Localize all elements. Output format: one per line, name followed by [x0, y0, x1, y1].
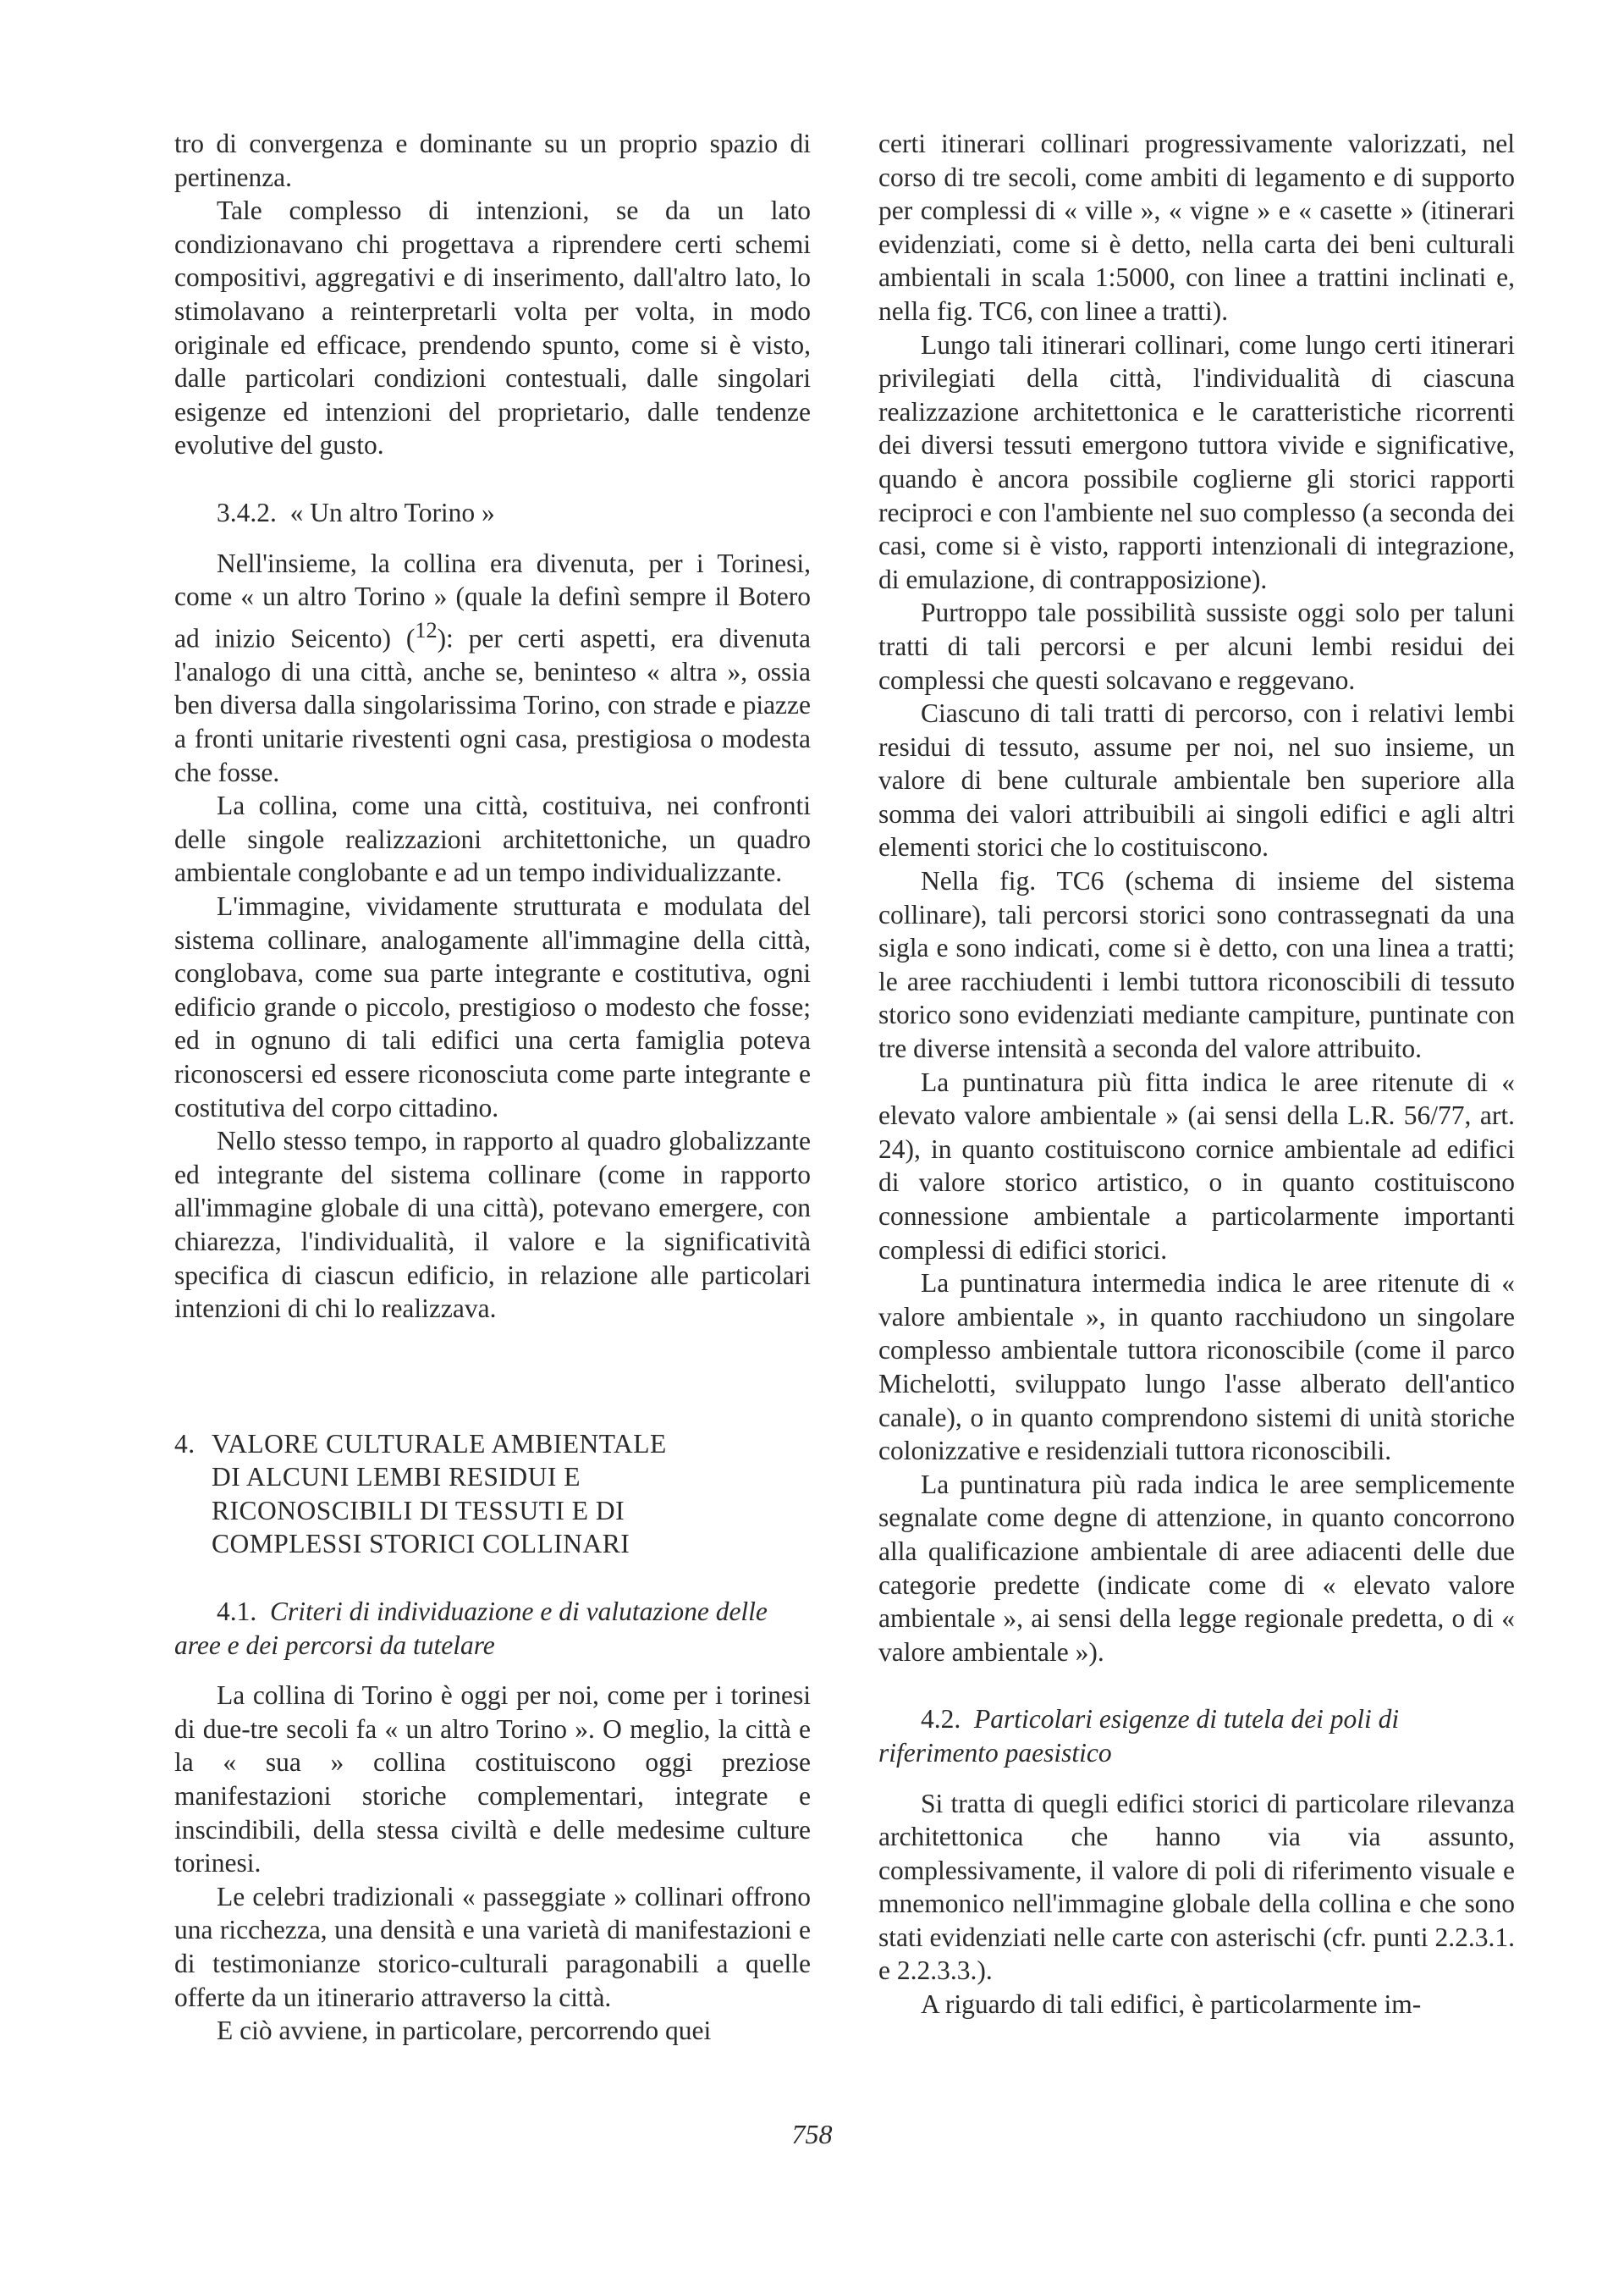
paragraph: A riguardo di tali edifici, è particolarmente im-: [921, 1989, 1422, 2020]
paragraph: Si tratta di quegli edifici storici di particolare rilevanza architettonica che hanno via via assunto, complessivamente, il valore di poli di riferimento visuale e mnemonico nell'immagine globale della collina e che sono stati evidenziati nelle carte con asterischi (cfr. punti 2.2.3.1. e 2.2.3.3.).: [878, 1788, 1515, 1986]
subsection-heading-4-1: [174, 1595, 811, 1662]
paragraph: Lungo tali itinerari collinari, come lungo certi itinerari privilegiati della città, l'individualità di ciascuna realizzazione architettonica e le caratteristiche ricorrenti dei diversi tessuti emergono tuttora vivide e significative, quando è ancora possibile coglierne gli storici rapporti reciproci e con l'ambiente nel suo complesso (a seconda dei casi, come si è visto, rapporti intenzionali di integrazione, di emulazione, di contrapposizione).: [878, 329, 1515, 594]
paragraph: tro di convergenza e dominante su un proprio spazio di pertinenza.: [174, 129, 811, 192]
paragraph: La collina di Torino è oggi per noi, come per i torinesi di due-tre secoli fa « un altro Torino ». O meglio, la città e la « sua » collina costituiscono oggi preziose manifestazioni storiche complementari, integrate e inscindibili, della stessa civiltà e delle medesime culture torinesi.: [174, 1680, 811, 1878]
paragraph: Purtroppo tale possibilità sussiste oggi solo per taluni tratti di tali percorsi e per alcuni lembi residui dei complessi che questi solcavano e reggevano.: [878, 598, 1515, 695]
paragraph: La puntinatura intermedia indica le aree ritenute di « valore ambientale », in quanto racchiudono un singolare complesso ambientale tuttora riconoscibile (come il parco Michelotti, sviluppato lungo l'asse alberato dell'antico canale), o in quanto comprendono sistemi di unità storiche colonizzative e residenziali tuttora riconoscibili.: [878, 1268, 1515, 1466]
paragraph: [174, 547, 811, 790]
paragraph: Le celebri tradizionali « passeggiate » collinari offrono una ricchezza, una densità e una varietà di manifestazioni e di testimonianze storico-culturali paragonabili a quelle offerte da un itinerario attraverso la città.: [174, 1881, 811, 2012]
right-column: [878, 127, 1515, 2021]
paragraph: Nella fig. TC6 (schema di insieme del sistema collinare), tali percorsi storici sono contrassegnati da una sigla e sono indicati, come si è detto, con una linea a tratti; le aree racchiudenti i lembi tuttora riconoscibili di tessuto storico sono evidenziati mediante campiture, puntinate con tre diverse intensità a seconda del valore attribuito.: [878, 866, 1515, 1064]
subsection-title: Particolari esigenze di tutela dei poli di riferimento paesistico: [878, 1704, 1400, 1768]
paragraph-text: Nell'insieme, la collina era divenuta, per i Torinesi, come « un altro Torino » (quale la definì sempre il Botero ad inizio Seicento) (: [174, 548, 811, 654]
page-number: 758: [791, 2119, 833, 2149]
subsection-heading-4-2: [878, 1702, 1515, 1769]
section-title-line: COMPLESSI STORICI COLLINARI: [212, 1529, 630, 1559]
paragraph: certi itinerari collinari progressivamente valorizzati, nel corso di tre secoli, come ambiti di legamento e di supporto per complessi di « ville », « vigne » e « casette » (itinerari evidenziati, come si è detto, nella carta dei beni culturali ambientali in scala 1:5000, con linee a trattini inclinati e, nella fig. TC6, con linee a tratti).: [878, 129, 1515, 326]
paragraph: L'immagine, vividamente strutturata e modulata del sistema collinare, analogamente all'immagine della città, conglobava, come sua parte integrante e costitutiva, ogni edificio grande o piccolo, prestigioso o modesto che fosse; ed in ognuno di tali edifici una certa famiglia poteva riconoscersi ed essere riconosciuta come parte integrante e costitutiva del corpo cittadino.: [174, 891, 811, 1122]
section-title-line: RICONOSCIBILI DI TESSUTI E DI: [212, 1495, 625, 1525]
section-title-line: VALORE CULTURALE AMBIENTALE: [212, 1428, 667, 1459]
paragraph: Ciascuno di tali tratti di percorso, con i relativi lembi residui di tessuto, assume per noi, nel suo insieme, un valore di bene culturale ambientale ben superiore alla somma dei valori attribuibili ai singoli edifici e agli altri elementi storici che lo costituiscono.: [878, 698, 1515, 863]
subsection-title: Criteri di individuazione e di valutazione delle aree e dei percorsi da tutelare: [174, 1597, 768, 1660]
footnote-ref: 12: [415, 617, 438, 643]
paragraph: La puntinatura più fitta indica le aree ritenute di « elevato valore ambientale » (ai sensi della L.R. 56/77, art. 24), in quanto costituiscono cornice ambientale ad edifici di valore storico artistico, o in quanto costituiscono connessione ambientale a particolarmente importanti complessi di edifici storici.: [878, 1067, 1515, 1265]
paragraph: La collina, come una città, costituiva, nei confronti delle singole realizzazioni architettoniche, un quadro ambientale conglobante e ad un tempo individualizzante.: [174, 791, 811, 888]
paragraph: Nello stesso tempo, in rapporto al quadro globalizzante ed integrante del sistema collinare (come in rapporto all'immagine globale di una città), potevano emergere, con chiarezza, l'individualità, il valore e la significatività specifica di ciascun edificio, in relazione alle particolari intenzioni di chi lo realizzava.: [174, 1126, 811, 1324]
paragraph-text: ): per certi aspetti, era divenuta l'analogo di una città, anche se, beninteso « altra », ossia ben diversa dalla singolarissima Torino, con strade e piazze a fronti unitarie rivestenti ogni casa, prestigiosa o modesta che fosse.: [174, 623, 811, 787]
section-heading-4: [174, 1427, 811, 1561]
subsection-number: 4.1.: [217, 1597, 257, 1627]
paragraph: Tale complesso di intenzioni, se da un lato condizionavano chi progettava a riprendere certi schemi compositivi, aggregativi e di inserimento, dall'altro lato, lo stimolavano a reinterpretarli volta per volta, in modo originale ed efficace, prendendo spunto, come si è visto, dalle particolari condizioni contestuali, dalle singolari esigenze ed intenzioni del proprietario, dalle tendenze evolutive del gusto.: [174, 196, 811, 461]
subsection-number: 4.2.: [921, 1704, 961, 1735]
section-title-line: DI ALCUNI LEMBI RESIDUI E: [212, 1462, 581, 1492]
paragraph: La puntinatura più rada indica le aree semplicemente segnalate come degne di attenzione, in quanto concorrono alla qualificazione ambientale di aree adiacenti delle due categorie predette (indicate come di « elevato valore ambientale », ai sensi della legge regionale predetta, o di « valore ambientale »).: [878, 1469, 1515, 1667]
subsection-number: 3.4.2.: [217, 497, 277, 527]
left-column: [174, 127, 811, 2048]
subsection-heading-3-4-2: [174, 496, 811, 530]
paragraph: E ciò avviene, in particolare, percorrendo quei: [217, 2016, 712, 2046]
section-number: 4.: [174, 1428, 195, 1459]
subsection-title: « Un altro Torino »: [289, 497, 495, 527]
